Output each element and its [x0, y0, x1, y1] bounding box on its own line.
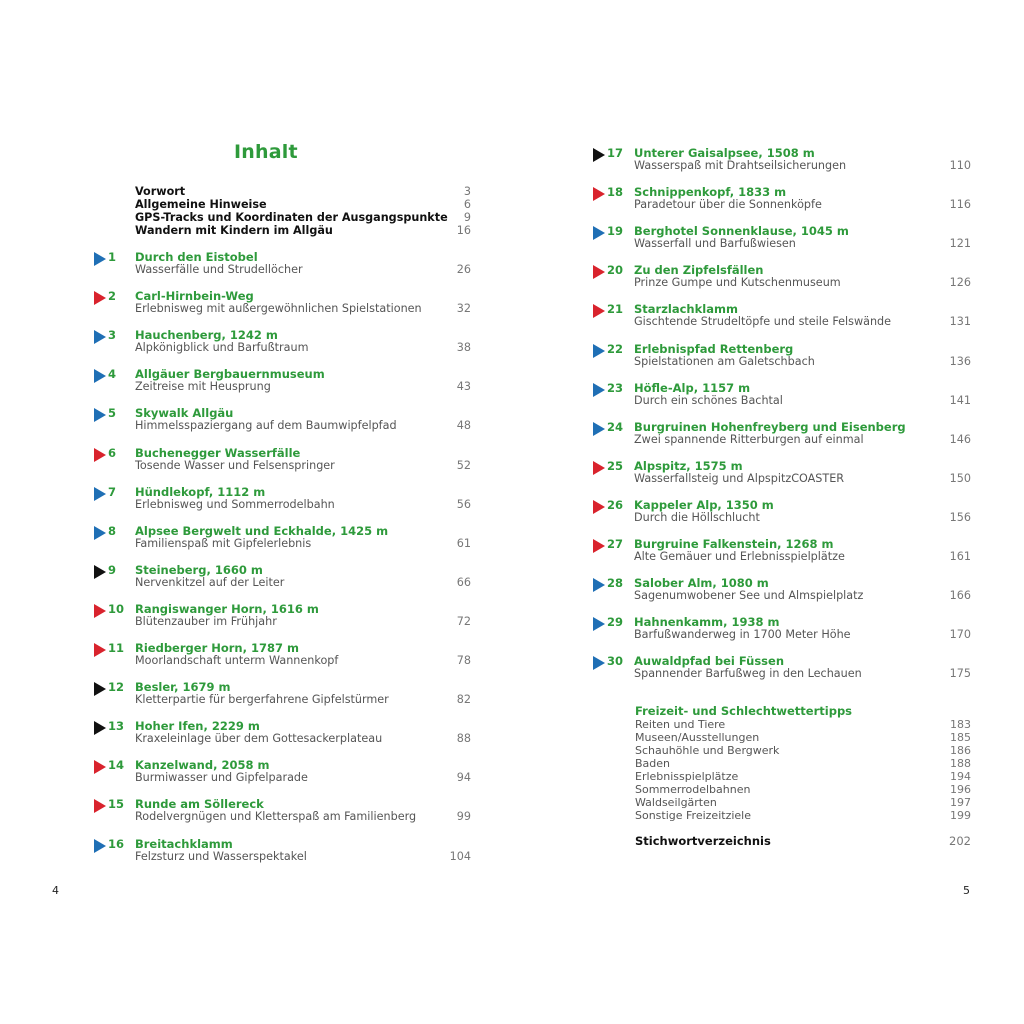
tour-title: Durch den Eistobel [135, 250, 258, 264]
difficulty-flag-icon [593, 304, 605, 318]
tour-number: 29 [607, 615, 624, 630]
tour-title: Starzlachklamm [634, 302, 738, 317]
tour-subtitle: Wasserfall und Barfußwiesen [634, 237, 796, 251]
tour-page: 48 [456, 419, 471, 433]
tour-page: 131 [949, 315, 971, 329]
tour-page: 66 [456, 575, 471, 589]
tour-subtitle: Blütenzauber im Frühjahr [135, 614, 277, 628]
tour-title: Riedberger Horn, 1787 m [135, 641, 299, 655]
freizeit-item-page: 197 [950, 796, 971, 809]
tour-page: 116 [949, 198, 971, 212]
tour-entry[interactable] [94, 758, 471, 788]
tour-title: Hahnenkamm, 1938 m [634, 615, 780, 630]
difficulty-flag-icon [94, 291, 106, 305]
freizeit-item-page: 188 [950, 757, 971, 770]
difficulty-flag-icon [94, 565, 106, 579]
freizeit-item[interactable] [635, 731, 971, 744]
difficulty-flag-icon [94, 760, 106, 774]
freizeit-item-page: 185 [950, 731, 971, 744]
tour-subtitle: Alpkönigblick und Barfußtraum [135, 341, 309, 355]
tour-page: 126 [949, 276, 971, 290]
tour-title: Kappeler Alp, 1350 m [634, 497, 774, 512]
difficulty-flag-icon [94, 604, 106, 618]
tour-entry[interactable] [94, 641, 471, 671]
difficulty-flag-icon [94, 369, 106, 383]
tour-subtitle: Spielstationen am Galetschbach [634, 354, 815, 368]
tour-title: Kanzelwand, 2058 m [135, 758, 270, 773]
freizeit-item-label: Sonstige Freizeitziele [635, 809, 751, 822]
index-page: 202 [949, 834, 971, 848]
tour-page: 161 [949, 550, 971, 563]
freizeit-item-label: Sommerrodelbahnen [635, 783, 751, 796]
tour-subtitle: Zeitreise mit Heusprung [135, 380, 271, 394]
tour-entry[interactable] [94, 563, 471, 593]
tour-entry[interactable] [593, 263, 971, 293]
tour-number: 18 [607, 185, 624, 200]
front-item[interactable] [135, 224, 471, 237]
tour-subtitle: Prinze Gumpe und Kutschenmuseum [634, 276, 841, 290]
tour-number: 10 [108, 601, 125, 616]
tour-entry[interactable] [593, 459, 971, 489]
tour-entry[interactable] [593, 224, 971, 254]
tour-page: 110 [949, 159, 971, 172]
tour-page: 94 [456, 771, 471, 785]
tour-subtitle: Kletterpartie für bergerfahrene Gipfelstürmer [135, 693, 389, 707]
tour-entry[interactable] [593, 185, 971, 215]
tour-entry[interactable] [94, 328, 471, 358]
front-item-label: Allgemeine Hinweise [135, 198, 267, 211]
freizeit-item[interactable] [635, 757, 971, 770]
freizeit-heading: Freizeit- und Schlechtwettertipps [635, 704, 853, 718]
freizeit-item-page: 196 [950, 783, 971, 796]
tour-subtitle: Moorlandschaft unterm Wannenkopf [135, 654, 339, 667]
tour-entry[interactable] [94, 406, 471, 436]
tour-entry[interactable] [593, 302, 971, 332]
front-item-page: 16 [456, 224, 471, 237]
tour-number: 14 [108, 758, 125, 773]
tour-entry[interactable] [94, 485, 471, 515]
tour-page: 104 [449, 849, 471, 863]
tour-title: Unterer Gaisalpsee, 1508 m [634, 146, 815, 160]
tour-page: 26 [456, 263, 471, 276]
tour-title: Zu den Zipfelsfällen [634, 263, 764, 278]
tour-page: 99 [456, 810, 471, 824]
freizeit-item-label: Schauhöhle und Bergwerk [635, 744, 780, 757]
difficulty-flag-icon [94, 643, 106, 657]
tour-entry[interactable] [94, 524, 471, 554]
tour-page: 82 [456, 693, 471, 707]
tour-title: Skywalk Allgäu [135, 406, 234, 421]
tour-subtitle: Familienspaß mit Gipfelerlebnis [135, 536, 312, 550]
tour-number: 11 [108, 641, 125, 655]
tour-page: 88 [456, 732, 471, 746]
tour-entry[interactable] [593, 498, 971, 528]
difficulty-flag-icon [593, 656, 605, 670]
page-number-right: 5 [963, 884, 970, 897]
freizeit-item[interactable] [635, 809, 971, 822]
page-number-left: 4 [52, 884, 59, 897]
front-item[interactable] [135, 185, 471, 198]
tour-page: 175 [949, 667, 971, 681]
tour-title: Breitachklamm [135, 836, 233, 851]
tour-number: 4 [108, 367, 117, 382]
tour-title: Alpsee Bergwelt und Eckhalde, 1425 m [135, 523, 389, 538]
tour-number: 2 [108, 289, 117, 304]
tour-page: 136 [949, 354, 971, 368]
tour-subtitle: Kraxeleinlage über dem Gottesackerplateau [135, 732, 383, 746]
difficulty-flag-icon [593, 383, 605, 397]
freizeit-item-page: 186 [950, 744, 971, 757]
tour-entry[interactable] [94, 719, 471, 749]
front-item-page: 9 [463, 211, 471, 224]
tour-page: 150 [949, 471, 971, 485]
tour-subtitle: Erlebnisweg und Sommerrodelbahn [135, 497, 335, 511]
tour-number: 20 [607, 263, 624, 278]
tour-title: Rangiswanger Horn, 1616 m [135, 601, 319, 616]
tour-page: 78 [456, 654, 471, 667]
tour-title: Buchenegger Wasserfälle [135, 445, 301, 460]
tour-entry[interactable] [94, 602, 471, 632]
tour-page: 38 [456, 341, 471, 355]
tour-entry[interactable] [593, 146, 971, 176]
freizeit-item-label: Baden [635, 757, 671, 770]
freizeit-item-label: Museen/Ausstellungen [635, 731, 760, 744]
difficulty-flag-icon [593, 500, 605, 514]
front-item[interactable] [135, 211, 471, 224]
tour-number: 7 [108, 484, 117, 499]
difficulty-flag-icon [94, 408, 106, 422]
tour-number: 15 [108, 797, 125, 812]
difficulty-flag-icon [593, 422, 605, 436]
difficulty-flag-icon [593, 265, 605, 279]
tour-subtitle: Paradetour über die Sonnenköpfe [634, 198, 822, 212]
difficulty-flag-icon [94, 448, 106, 462]
tour-page: 141 [949, 393, 971, 407]
freizeit-item-label: Waldseilgärten [635, 796, 717, 809]
tour-entry[interactable] [593, 615, 971, 645]
index-label: Stichwortverzeichnis [635, 834, 771, 848]
difficulty-flag-icon [593, 578, 605, 592]
tour-entry[interactable] [94, 680, 471, 710]
tour-title: Schnippenkopf, 1833 m [634, 185, 787, 200]
tour-title: Allgäuer Bergbauernmuseum [135, 367, 325, 382]
difficulty-flag-icon [94, 487, 106, 501]
difficulty-flag-icon [593, 187, 605, 201]
tour-title: Steineberg, 1660 m [135, 562, 263, 577]
tour-page: 156 [949, 510, 971, 524]
front-item-label: GPS-Tracks und Koordinaten der Ausgangspunkte [135, 211, 448, 224]
difficulty-flag-icon [593, 226, 605, 240]
toc-title: Inhalt [234, 141, 298, 163]
tour-number: 24 [607, 419, 624, 434]
tour-page: 61 [456, 536, 471, 550]
tour-title: Besler, 1679 m [135, 680, 231, 695]
tour-title: Burgruinen Hohenfreyberg und Eisenberg [634, 419, 906, 434]
tour-number: 19 [607, 224, 624, 239]
tour-subtitle: Nervenkitzel auf der Leiter [135, 575, 285, 589]
tour-title: Alpspitz, 1575 m [634, 458, 743, 473]
tour-title: Runde am Söllereck [135, 797, 264, 812]
tour-page: 56 [456, 497, 471, 511]
tour-title: Berghotel Sonnenklause, 1045 m [634, 224, 849, 239]
tour-page: 72 [456, 614, 471, 628]
tour-subtitle: Himmelsspaziergang auf dem Baumwipfelpfad [135, 419, 397, 433]
freizeit-item-page: 194 [950, 770, 971, 783]
tour-subtitle: Durch die Höllschlucht [634, 510, 760, 524]
tour-subtitle: Alte Gemäuer und Erlebnisspielplätze [634, 550, 845, 563]
tour-number: 22 [607, 341, 624, 356]
tour-number: 26 [607, 497, 624, 512]
tour-title: Erlebnispfad Rettenberg [634, 341, 794, 356]
tour-entry[interactable] [94, 367, 471, 397]
tour-subtitle: Wasserfallsteig und AlpspitzCOASTER [634, 471, 845, 485]
tour-title: Burgruine Falkenstein, 1268 m [634, 537, 834, 551]
front-item[interactable] [135, 198, 471, 211]
tour-number: 17 [607, 146, 624, 160]
tour-number: 9 [108, 562, 117, 577]
tour-entry[interactable] [593, 381, 971, 411]
difficulty-flag-icon [94, 682, 106, 696]
tour-entry[interactable] [593, 342, 971, 372]
tour-number: 30 [607, 654, 624, 669]
tour-entry[interactable] [593, 654, 971, 684]
tour-number: 5 [108, 406, 117, 421]
tour-subtitle: Spannender Barfußweg in den Lechauen [634, 667, 862, 681]
front-item-label: Vorwort [135, 185, 186, 198]
tour-subtitle: Barfußwanderweg in 1700 Meter Höhe [634, 628, 851, 642]
tour-entry[interactable] [94, 250, 471, 280]
freizeit-item-page: 183 [950, 718, 971, 731]
tour-page: 166 [949, 589, 971, 603]
tour-number: 25 [607, 458, 624, 473]
difficulty-flag-icon [94, 721, 106, 735]
tour-title: Hündlekopf, 1112 m [135, 484, 266, 499]
tour-subtitle: Rodelvergnügen und Kletterspaß am Familienberg [135, 810, 417, 824]
tour-entry[interactable] [94, 797, 471, 827]
tour-number: 27 [607, 537, 624, 551]
tour-page: 146 [949, 432, 971, 446]
difficulty-flag-icon [94, 526, 106, 540]
tour-entry[interactable] [94, 446, 471, 476]
difficulty-flag-icon [94, 330, 106, 344]
tour-title: Auwaldpfad bei Füssen [634, 654, 784, 669]
freizeit-item[interactable] [635, 770, 971, 783]
tour-number: 16 [108, 836, 125, 851]
tour-page: 32 [456, 302, 471, 316]
tour-number: 21 [607, 302, 624, 317]
tour-subtitle: Durch ein schönes Bachtal [634, 393, 783, 407]
tour-subtitle: Burmiwasser und Gipfelparade [135, 771, 308, 785]
front-item-page: 6 [463, 198, 471, 211]
tour-entry[interactable] [94, 837, 471, 867]
tour-subtitle: Zwei spannende Ritterburgen auf einmal [634, 432, 864, 446]
front-item-page: 3 [463, 185, 471, 198]
tour-page: 52 [456, 458, 471, 472]
difficulty-flag-icon [593, 461, 605, 475]
tour-entry[interactable] [593, 420, 971, 450]
tour-subtitle: Sagenumwobener See und Almspielplatz [634, 589, 864, 603]
tour-page: 43 [456, 380, 471, 394]
tour-number: 1 [108, 250, 117, 264]
freizeit-item[interactable] [635, 744, 971, 757]
difficulty-flag-icon [94, 252, 106, 266]
tour-number: 23 [607, 380, 624, 395]
tour-number: 13 [108, 719, 125, 734]
freizeit-item-label: Erlebnisspielplätze [635, 770, 739, 783]
tour-entry[interactable] [593, 537, 971, 567]
tour-subtitle: Wasserfälle und Strudellöcher [135, 263, 303, 276]
difficulty-flag-icon [593, 617, 605, 631]
tour-title: Carl-Hirnbein-Weg [135, 289, 254, 304]
index-entry[interactable] [635, 834, 971, 848]
difficulty-flag-icon [94, 839, 106, 853]
tour-page: 121 [949, 237, 971, 251]
freizeit-item[interactable] [635, 783, 971, 796]
tour-entry[interactable] [593, 576, 971, 606]
tour-number: 28 [607, 576, 624, 591]
tour-number: 12 [108, 680, 125, 695]
tour-subtitle: Erlebnisweg mit außergewöhnlichen Spielstationen [135, 302, 422, 316]
freizeit-item[interactable] [635, 718, 971, 731]
tour-subtitle: Wasserspaß mit Drahtseilsicherungen [634, 159, 847, 172]
difficulty-flag-icon [593, 539, 605, 553]
tour-number: 6 [108, 445, 117, 460]
tour-subtitle: Tosende Wasser und Felsenspringer [135, 458, 335, 472]
tour-subtitle: Gischtende Strudeltöpfe und steile Felswände [634, 315, 892, 329]
difficulty-flag-icon [593, 148, 605, 162]
tour-subtitle: Felzsturz und Wasserspektakel [135, 849, 307, 863]
front-item-label: Wandern mit Kindern im Allgäu [135, 224, 333, 237]
freizeit-item-page: 199 [950, 809, 971, 822]
difficulty-flag-icon [94, 799, 106, 813]
tour-page: 170 [949, 628, 971, 642]
tour-title: Hoher Ifen, 2229 m [135, 719, 260, 734]
tour-title: Hauchenberg, 1242 m [135, 328, 278, 343]
tour-number: 3 [108, 328, 117, 343]
tour-title: Salober Alm, 1080 m [634, 576, 769, 591]
tour-entry[interactable] [94, 289, 471, 319]
freizeit-item[interactable] [635, 796, 971, 809]
difficulty-flag-icon [593, 344, 605, 358]
tour-number: 8 [108, 523, 117, 538]
freizeit-item-label: Reiten und Tiere [635, 718, 726, 731]
tour-title: Höfle-Alp, 1157 m [634, 380, 751, 395]
